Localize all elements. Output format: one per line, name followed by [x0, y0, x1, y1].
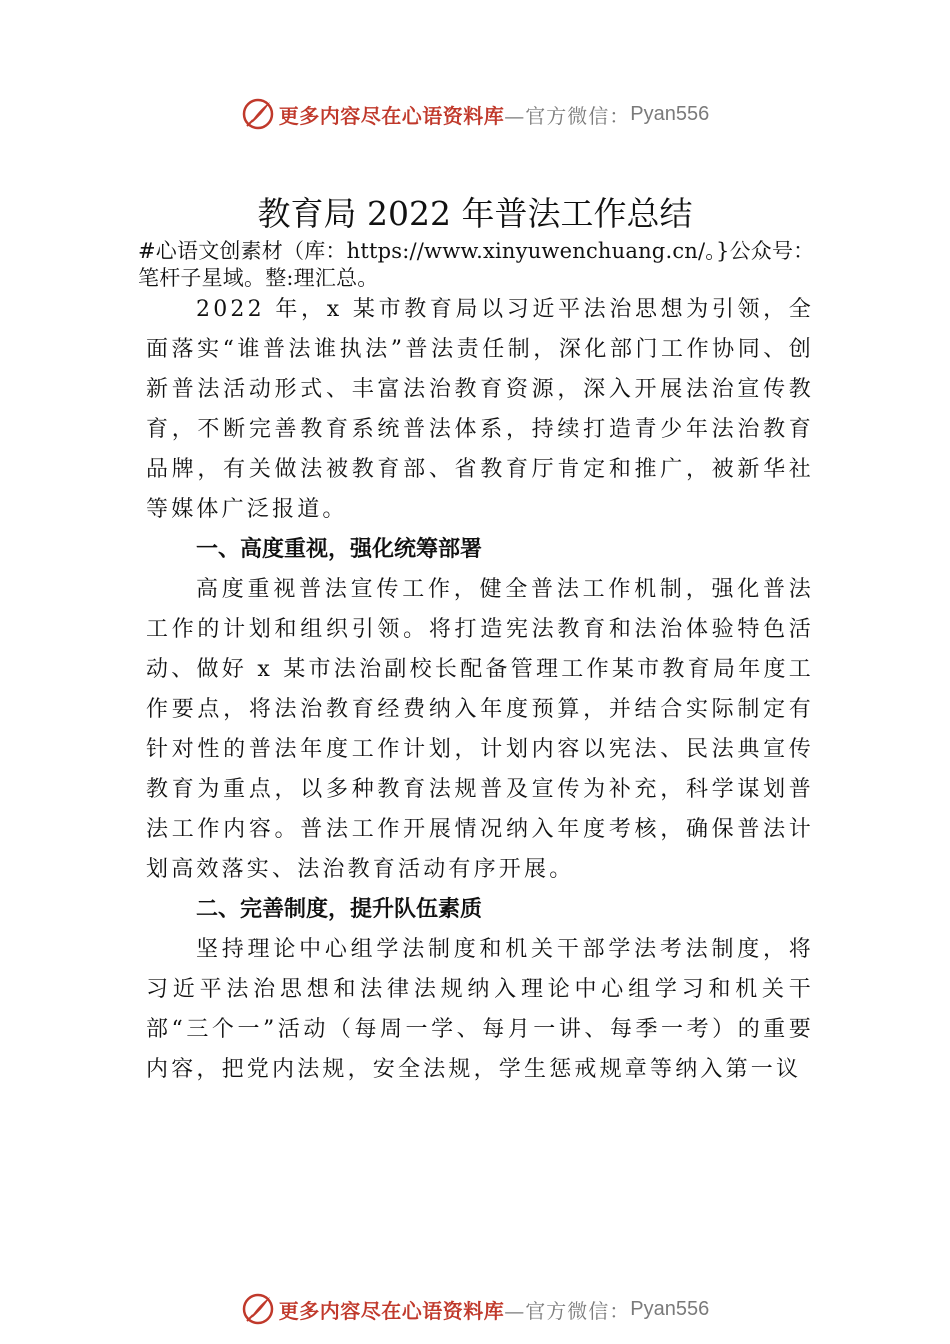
paragraph-section-1: 高度重视普法宣传工作，健全普法工作机制，强化普法工作的计划和组织引领。将打造宪法教育和法治体验特色活动、做好 x 某市法治副校长配备管理工作某市教育局年度工作要点，将法治教育经费纳入年度预算，并结合实际制定有针对性的普法年度工作计划，计划内容以宪法、民法典宣传教育为重点，以多种教育法规普及宣传为补充，科学谋划普法工作内容。普法工作开展情况纳入年度考核，确保普法计划高效落实、法治教育活动有序开展。	[146, 577, 814, 882]
document-body	[146, 290, 814, 1090]
banner-promo-text: 更多内容尽在心语资料库	[278, 103, 505, 128]
section-heading-1: 一、高度重视，强化统筹部署	[196, 537, 483, 562]
footer-watermark-banner	[0, 1289, 950, 1329]
banner-wechat-id: Pyan556	[630, 1297, 710, 1320]
paragraph-intro: 2022 年，x 某市教育局以习近平法治思想为引领，全面落实“谁普法谁执法”普法责任制，深化部门工作协同、创新普法活动形式、丰富法治教育资源，深入开展法治宣传教育，不断完善教育系统普法体系，持续打造青少年法治教育品牌，有关做法被教育部、省教育厅肯定和推广，被新华社等媒体广泛报道。	[146, 297, 814, 522]
source-note: #心语文创素材（库：https://www.xinyuwenchuang.cn/。}公众号：笔杆子星域。整:理汇总。	[138, 239, 815, 290]
document-title: 教育局 2022 年普法工作总结	[257, 194, 693, 233]
quill-logo-icon	[241, 1292, 275, 1326]
banner-wechat-label: —官方微信：	[504, 1298, 631, 1323]
header-watermark-banner	[0, 94, 950, 134]
banner-wechat-id: Pyan556	[630, 102, 710, 125]
banner-wechat-label: —官方微信：	[504, 103, 631, 128]
quill-logo-icon	[241, 97, 275, 131]
section-heading-2: 二、完善制度，提升队伍素质	[196, 897, 483, 922]
banner-promo-text: 更多内容尽在心语资料库	[278, 1298, 505, 1323]
paragraph-section-2: 坚持理论中心组学法制度和机关干部学法考法制度，将习近平法治思想和法律法规纳入理论中心组学习和机关干部“三个一”活动（每周一学、每月一讲、每季一考）的重要内容，把党内法规，安全法规，学生惩戒规章等纳入第一议	[146, 937, 814, 1082]
